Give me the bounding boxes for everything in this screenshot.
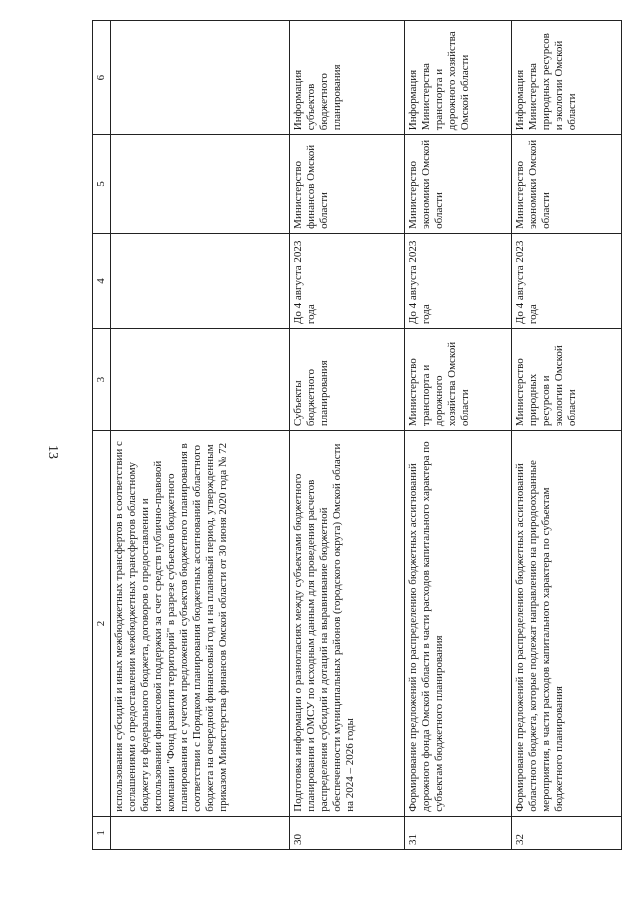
row-number (111, 816, 290, 849)
row-description: использования субсидий и иных межбюджетных трансфертов в соответствии с соглашениями о предоставлении межбюджетных трансфертов областному бюджету из федерального бюджета, договоров о предоставлении и использовании финансовой поддержки за счет средств публично-правовой компании "Фонд развития территорий" в разрезе субъектов бюджетного планирования и с учетом предложений субъектов бюджетного планирования в соответствии с Порядком планирования бюджетных ассигнований областного бюджета на очередной финансовый год и на плановый период, утвержденным приказом Министерства финансов Омской области от 30 июня 2020 года № 72 (111, 431, 290, 817)
row-executor: Министерство природных ресурсов и экологии Омской области (512, 329, 622, 431)
row-result: Информация Министерства транспорта и дорожного хозяйства Омской области (404, 21, 511, 135)
header-cell-4: 4 (93, 233, 111, 328)
row-number: 30 (290, 816, 405, 849)
row-result: Информация субъектов бюджетного планирования (290, 21, 405, 135)
row-receiver: Министерство экономики Омской области (512, 135, 622, 234)
table-row (111, 21, 290, 850)
header-cell-3: 3 (93, 329, 111, 431)
row-receiver (111, 135, 290, 234)
row-result (111, 21, 290, 135)
header-row (93, 21, 111, 850)
row-deadline: До 4 августа 2023 года (404, 233, 511, 328)
row-deadline (111, 233, 290, 328)
table-row (512, 21, 622, 850)
row-deadline: До 4 августа 2023 года (512, 233, 622, 328)
row-description: Формирование предложений по распределению бюджетных ассигнований областного бюджета, которые подлежат направлению на природоохранные мероприятия, в части расходов капитального характера по субъектам бюджетного планирования (512, 431, 622, 817)
row-receiver: Министерство экономики Омской области (404, 135, 511, 234)
row-description: Подготовка информации о разногласиях между субъектами бюджетного планирования и ОМСУ по исходным данным для проведения расчетов распределения субсидий и дотаций на выравнивание бюджетной обеспеченности муниципальных районов (городского округа) Омской области на 2024 – 2026 годы (290, 431, 405, 817)
row-deadline: До 4 августа 2023 года (290, 233, 405, 328)
header-cell-2: 2 (93, 431, 111, 817)
row-number: 31 (404, 816, 511, 849)
row-description: Формирование предложений по распределению бюджетных ассигнований дорожного фонда Омской области в части расходов капитального характера по субъектам бюджетного планирования (404, 431, 511, 817)
header-cell-6: 6 (93, 21, 111, 135)
header-cell-1: 1 (93, 816, 111, 849)
rotated-table-wrapper (92, 20, 622, 850)
table-row (290, 21, 405, 850)
row-number: 32 (512, 816, 622, 849)
header-cell-5: 5 (93, 135, 111, 234)
row-executor (111, 329, 290, 431)
row-executor: Субъекты бюджетного планирования (290, 329, 405, 431)
row-receiver: Министерство финансов Омской области (290, 135, 405, 234)
table-row (404, 21, 511, 850)
row-executor: Министерство транспорта и дорожного хозяйства Омской области (404, 329, 511, 431)
page-number: 13 (45, 445, 60, 459)
plan-table (92, 20, 622, 850)
row-result: Информация Министерства природных ресурсов и экологии Омской области (512, 21, 622, 135)
